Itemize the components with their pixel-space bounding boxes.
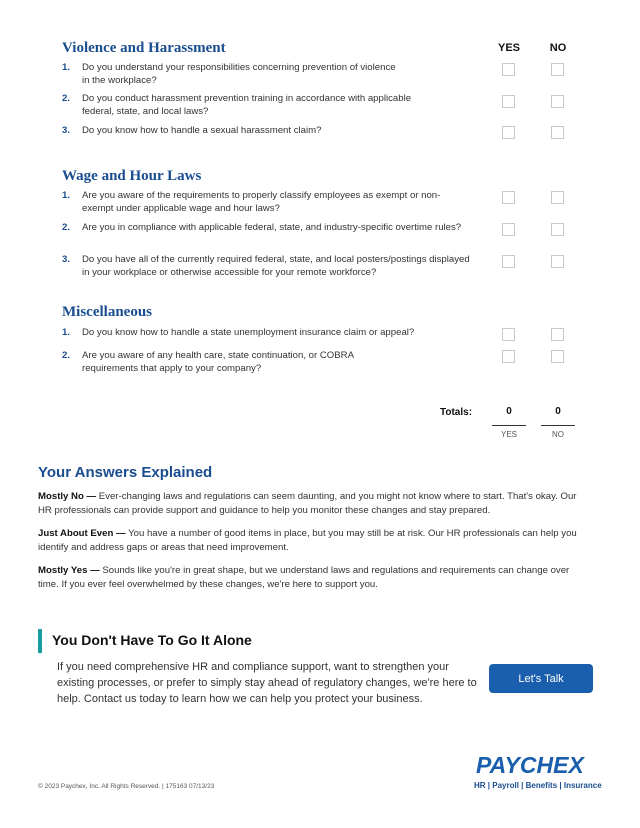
yes-checkbox[interactable] xyxy=(502,95,515,108)
question-number: 1. xyxy=(62,327,71,338)
yes-checkbox[interactable] xyxy=(502,328,515,341)
question-number: 1. xyxy=(62,62,71,73)
question-number: 3. xyxy=(62,254,71,265)
yes-checkbox[interactable] xyxy=(502,223,515,236)
question-text: Do you know how to handle a sexual harassment claim? xyxy=(82,125,322,136)
section-title-miscellaneous: Miscellaneous xyxy=(62,304,152,320)
answer-text: Ever-changing laws and regulations can seem daunting, and you might not know where to start. That's okay. Our HR professionals can provide support and guidance to help you monitor these changes and stay prepared. xyxy=(38,491,577,516)
answer-mostly-yes xyxy=(38,564,592,591)
answer-lead: Mostly Yes — xyxy=(38,565,100,576)
yes-checkbox[interactable] xyxy=(502,255,515,268)
answer-lead: Just About Even — xyxy=(38,528,126,539)
lets-talk-button[interactable]: Let's Talk xyxy=(489,664,593,693)
yes-checkbox[interactable] xyxy=(502,126,515,139)
question-item xyxy=(62,350,482,375)
question-number: 1. xyxy=(62,190,71,201)
answer-lead: Mostly No — xyxy=(38,491,97,502)
question-item xyxy=(62,254,482,279)
no-checkbox[interactable] xyxy=(551,350,564,363)
cta-title: You Don't Have To Go It Alone xyxy=(52,632,252,648)
answer-mostly-no xyxy=(38,490,592,517)
no-column-header: NO xyxy=(549,42,567,54)
no-checkbox[interactable] xyxy=(551,95,564,108)
yes-column-header: YES xyxy=(497,42,520,54)
answer-just-about-even xyxy=(38,527,592,554)
section-title-violence-harassment: Violence and Harassment xyxy=(62,40,226,56)
answer-text: You have a number of good items in place, but you may still be at risk. Our HR professionals can help you identify and address gaps or areas that need improvement. xyxy=(38,528,577,553)
question-text: Do you understand your responsibilities concerning prevention of violence in the workplace? xyxy=(82,62,396,86)
question-item xyxy=(62,190,482,215)
question-item xyxy=(62,222,482,235)
question-item xyxy=(62,327,482,340)
answer-text: Sounds like you're in great shape, but we understand laws and regulations and requirements can change over time. If you ever feel overwhelmed by these changes, we're here to support you. xyxy=(38,565,570,590)
no-checkbox[interactable] xyxy=(551,63,564,76)
yes-checkbox[interactable] xyxy=(502,191,515,204)
section-title-wage-hour-laws: Wage and Hour Laws xyxy=(62,168,202,184)
yes-total-value: 0 xyxy=(506,406,512,417)
question-text: Are you aware of any health care, state continuation, or COBRA requirements that apply to your company? xyxy=(82,350,354,374)
question-text: Are you aware of the requirements to properly classify employees as exempt or non-exempt under applicable wage and hour laws? xyxy=(82,190,441,214)
cta-text: If you need comprehensive HR and compliance support, want to strengthen your existing processes, or prefer to simply stay ahead of regulatory changes, we're here to help. Contact us today to learn how we can help you protect your business. xyxy=(57,661,477,705)
logo-text: PAYCHEX xyxy=(476,752,584,778)
question-number: 2. xyxy=(62,350,71,361)
brand-tagline: HR | Payroll | Benefits | Insurance xyxy=(474,781,602,790)
no-checkbox[interactable] xyxy=(551,126,564,139)
question-item xyxy=(62,62,482,87)
yes-total-underline xyxy=(492,425,526,426)
copyright-footer: © 2023 Paychex, Inc. All Rights Reserved. | 175163 07/13/23 xyxy=(38,783,215,790)
question-text: Are you in compliance with applicable federal, state, and industry-specific overtime rules? xyxy=(82,222,462,233)
yes-total-caption: YES xyxy=(500,430,517,439)
no-checkbox[interactable] xyxy=(551,328,564,341)
question-text: Do you have all of the currently required federal, state, and local posters/postings displayed in your workplace or otherwise accessible for your remote workforce? xyxy=(82,254,470,278)
no-total-underline xyxy=(541,425,575,426)
no-checkbox[interactable] xyxy=(551,191,564,204)
no-checkbox[interactable] xyxy=(551,255,564,268)
question-item xyxy=(62,125,482,138)
question-number: 2. xyxy=(62,222,71,233)
question-number: 3. xyxy=(62,125,71,136)
no-checkbox[interactable] xyxy=(551,223,564,236)
no-total-caption: NO xyxy=(552,430,564,439)
answers-explained-title: Your Answers Explained xyxy=(38,464,213,481)
accent-bar xyxy=(38,629,42,653)
question-number: 2. xyxy=(62,93,71,104)
yes-checkbox[interactable] xyxy=(502,350,515,363)
question-text: Do you know how to handle a state unemployment insurance claim or appeal? xyxy=(82,327,415,338)
question-text: Do you conduct harassment prevention training in accordance with applicable federal, state, and local laws? xyxy=(82,93,412,117)
question-item xyxy=(62,93,482,118)
paychex-logo xyxy=(474,751,604,779)
totals-label: Totals: xyxy=(440,407,473,418)
no-total-value: 0 xyxy=(555,406,561,417)
yes-checkbox[interactable] xyxy=(502,63,515,76)
